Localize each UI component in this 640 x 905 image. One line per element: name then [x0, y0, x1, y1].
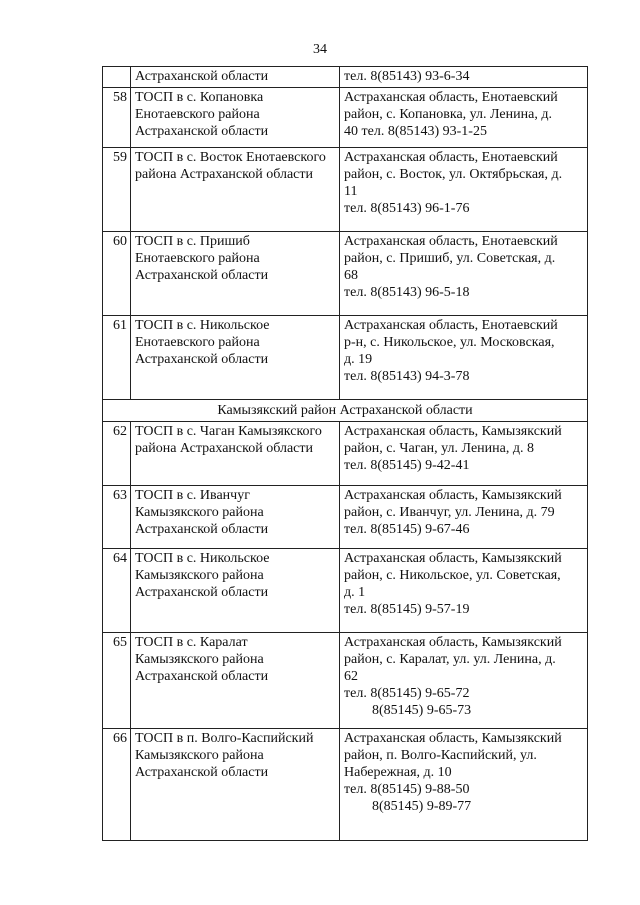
- office-name-line: Астраханской области: [135, 268, 269, 283]
- office-address-line: 62: [344, 669, 358, 684]
- office-address-line: р-н, с. Никольское, ул. Московская,: [344, 335, 555, 350]
- office-address-line: д. 19: [344, 352, 373, 367]
- office-name: [131, 486, 340, 549]
- office-address-line: тел. 8(85143) 94-3-78: [344, 369, 470, 384]
- table-row: [103, 67, 588, 88]
- office-name-line: ТОСП в с. Иванчуг: [135, 488, 250, 503]
- section-heading-row: [103, 400, 588, 422]
- office-name: [131, 316, 340, 400]
- office-name-line: Астраханской области: [135, 124, 269, 139]
- office-address: [340, 88, 588, 148]
- office-address-line: Астраханская область, Камызякский: [344, 635, 562, 650]
- office-address-line: район, с. Чаган, ул. Ленина, д. 8: [344, 441, 534, 456]
- office-name-line: Астраханской области: [135, 522, 269, 537]
- office-address: [340, 148, 588, 232]
- table-row: [103, 316, 588, 400]
- office-address-line: тел. 8(85145) 9-88-50: [344, 782, 470, 797]
- table-row: [103, 88, 588, 148]
- office-name-line: Енотаевского района: [135, 335, 260, 350]
- office-name: [131, 729, 340, 841]
- row-number: 66: [103, 729, 131, 841]
- table-row: [103, 232, 588, 316]
- row-number: 64: [103, 549, 131, 633]
- office-name-line: ТОСП в п. Волго-Каспийский: [135, 731, 314, 746]
- row-number: 59: [103, 148, 131, 232]
- table-row: [103, 148, 588, 232]
- table-row: [103, 549, 588, 633]
- row-number: 61: [103, 316, 131, 400]
- row-number: 60: [103, 232, 131, 316]
- office-address-line: район, с. Копановка, ул. Ленина, д.: [344, 107, 552, 122]
- office-name-line: Енотаевского района: [135, 107, 260, 122]
- office-name: [131, 422, 340, 486]
- office-address: [340, 549, 588, 633]
- page-number: 34: [313, 42, 327, 57]
- office-address-line: район, с. Восток, ул. Октябрьская, д.: [344, 167, 563, 182]
- office-name-line: района Астраханской области: [135, 441, 314, 456]
- office-address: [340, 729, 588, 841]
- office-address-line: тел. 8(85143) 93-6-34: [344, 69, 470, 84]
- office-name-line: ТОСП в с. Никольское: [135, 551, 270, 566]
- office-address-line: тел. 8(85143) 96-1-76: [344, 201, 470, 216]
- row-number: 62: [103, 422, 131, 486]
- office-name: [131, 633, 340, 729]
- table-row: [103, 729, 588, 841]
- office-address-line: район, с. Каралат, ул. ул. Ленина, д.: [344, 652, 556, 667]
- office-address-line: тел. 8(85145) 9-65-72: [344, 686, 470, 701]
- table-row: [103, 633, 588, 729]
- office-name-line: ТОСП в с. Чаган Камызякского: [135, 424, 322, 439]
- office-address-line: район, с. Никольское, ул. Советская,: [344, 568, 561, 583]
- office-address-line: район, с. Иванчуг, ул. Ленина, д. 79: [344, 505, 555, 520]
- office-name-line: ТОСП в с. Никольское: [135, 318, 270, 333]
- office-name-line: ТОСП в с. Пришиб: [135, 234, 250, 249]
- office-name: [131, 67, 340, 88]
- office-address-line: Астраханская область, Енотаевский: [344, 90, 558, 105]
- office-name-line: Астраханской области: [135, 352, 269, 367]
- office-address: [340, 422, 588, 486]
- office-address-line: 40 тел. 8(85143) 93-1-25: [344, 124, 487, 139]
- section-heading: Камызякский район Астраханской области: [103, 400, 588, 422]
- office-address-line: Астраханская область, Камызякский: [344, 424, 562, 439]
- row-number: 63: [103, 486, 131, 549]
- office-name-line: Астраханской области: [135, 585, 269, 600]
- offices-table: [102, 66, 588, 841]
- office-address-line: 11: [344, 184, 358, 199]
- office-address-line: Астраханская область, Камызякский: [344, 731, 562, 746]
- office-address-line: Астраханская область, Енотаевский: [344, 150, 558, 165]
- office-name: [131, 88, 340, 148]
- office-address-line: тел. 8(85143) 96-5-18: [344, 285, 470, 300]
- office-address-line: тел. 8(85145) 9-57-19: [344, 602, 470, 617]
- office-address: [340, 232, 588, 316]
- office-address-line: Астраханская область, Енотаевский: [344, 234, 558, 249]
- office-address-line: Астраханская область, Камызякский: [344, 488, 562, 503]
- row-number: [103, 67, 131, 88]
- office-address-line: тел. 8(85145) 9-67-46: [344, 522, 470, 537]
- office-name: [131, 148, 340, 232]
- office-name-line: Астраханской области: [135, 69, 269, 84]
- office-address-line: 8(85145) 9-89-77: [372, 799, 472, 814]
- office-name-line: Астраханской области: [135, 765, 269, 780]
- office-name-line: ТОСП в с. Копановка: [135, 90, 264, 105]
- table-body: [103, 67, 588, 841]
- office-address-line: Астраханская область, Камызякский: [344, 551, 562, 566]
- office-address-line: д. 1: [344, 585, 366, 600]
- office-name-line: Камызякского района: [135, 652, 264, 667]
- office-name-line: ТОСП в с. Восток Енотаевского: [135, 150, 326, 165]
- office-address-line: Астраханская область, Енотаевский: [344, 318, 558, 333]
- office-address-line: район, п. Волго-Каспийский, ул.: [344, 748, 537, 763]
- office-name-line: Камызякского района: [135, 505, 264, 520]
- office-address: [340, 316, 588, 400]
- table-row: [103, 486, 588, 549]
- office-name-line: Енотаевского района: [135, 251, 260, 266]
- office-address: [340, 486, 588, 549]
- office-name: [131, 232, 340, 316]
- office-name-line: Камызякского района: [135, 568, 264, 583]
- office-name-line: района Астраханской области: [135, 167, 314, 182]
- table-row: [103, 422, 588, 486]
- office-address: [340, 633, 588, 729]
- office-address-line: 68: [344, 268, 358, 283]
- row-number: 58: [103, 88, 131, 148]
- office-name-line: Астраханской области: [135, 669, 269, 684]
- office-address-line: 8(85145) 9-65-73: [372, 703, 472, 718]
- office-address-line: тел. 8(85145) 9-42-41: [344, 458, 470, 473]
- office-address-line: Набережная, д. 10: [344, 765, 452, 780]
- office-name-line: Камызякского района: [135, 748, 264, 763]
- office-address-line: район, с. Пришиб, ул. Советская, д.: [344, 251, 556, 266]
- office-address: [340, 67, 588, 88]
- office-name: [131, 549, 340, 633]
- row-number: 65: [103, 633, 131, 729]
- office-name-line: ТОСП в с. Каралат: [135, 635, 248, 650]
